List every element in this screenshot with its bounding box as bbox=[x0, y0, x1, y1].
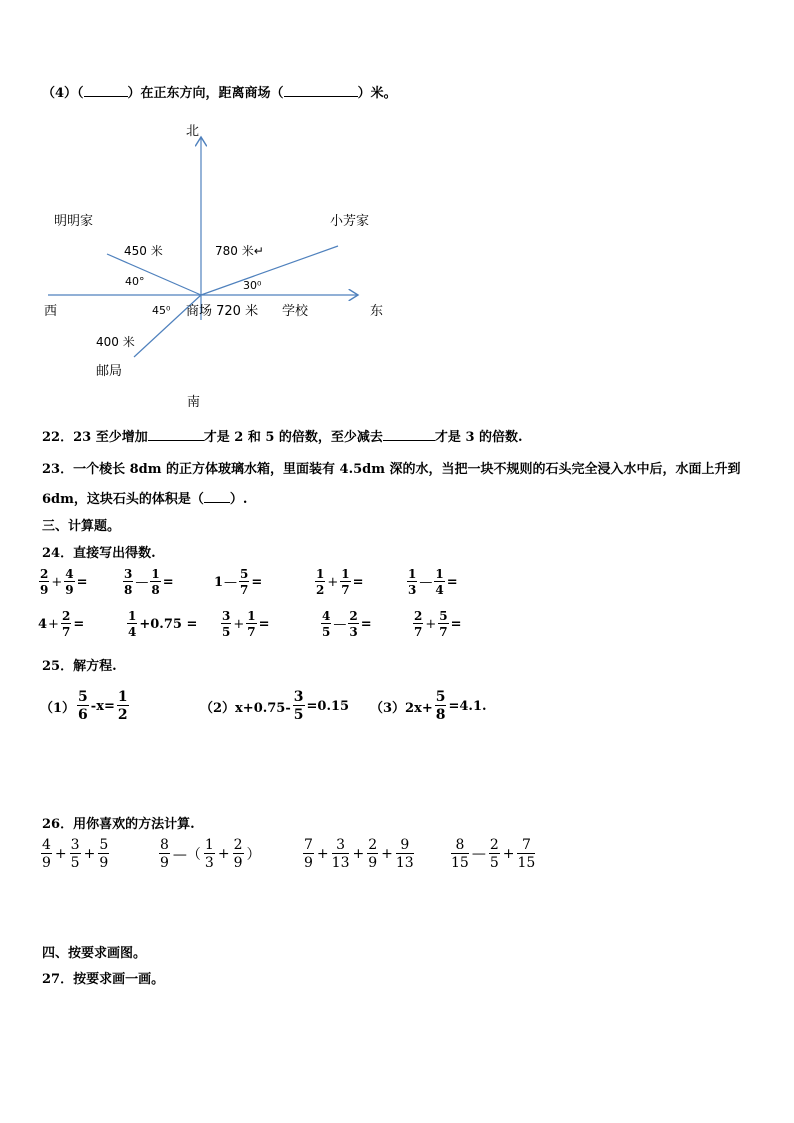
equation-3: （3）2x+ $\frac{5}{8}$ =4.1. bbox=[370, 689, 487, 723]
q24-item: $\frac{1}{2}$ + $\frac{1}{7}$ = bbox=[316, 567, 364, 597]
label-west: 西 bbox=[44, 304, 58, 319]
question-23-line2: 6dm，这块石头的体积是（ ）. bbox=[42, 488, 247, 507]
question-22: 22．23 至少增加 才是 2 和 5 的倍数，至少减去 才是 3 的倍数. bbox=[42, 426, 523, 445]
q25-equations bbox=[40, 690, 510, 730]
section-4-title: 四、按要求画图。 bbox=[42, 946, 147, 961]
q24-item: $\frac{2}{7}$ + $\frac{5}{7}$ = bbox=[414, 609, 462, 639]
calc-2: $\frac{8}{9}$ —（ $\frac{1}{3}$ + $\frac{2}{9}$ ） bbox=[160, 837, 261, 871]
equation-1: （1） $\frac{5}{6}$ -x= $\frac{1}{2}$ bbox=[40, 689, 128, 723]
section-3-title: 三、计算题。 bbox=[42, 519, 121, 534]
label-780: 780 米↵ bbox=[215, 244, 264, 258]
calc-3: $\frac{7}{9}$ + $\frac{3}{13}$ + $\frac{2}{9}$ + $\frac{9}{13}$ bbox=[304, 837, 414, 871]
question-26-title: 26．用你喜欢的方法计算. bbox=[42, 817, 195, 832]
q26-expressions bbox=[40, 838, 540, 880]
q24-row2 bbox=[38, 610, 488, 646]
label-east: 东 bbox=[370, 304, 384, 319]
label-angle-30: 30⁰ bbox=[243, 279, 262, 292]
q21-part4: （4）（ ）在正东方向，距离商场（ ）米。 bbox=[42, 82, 397, 101]
q24-item: 4 + $\frac{2}{7}$ = bbox=[38, 609, 85, 639]
q24-item: $\frac{4}{5}$ — $\frac{2}{3}$ = bbox=[322, 609, 372, 639]
answer-blank[interactable] bbox=[148, 426, 204, 441]
label-south: 南 bbox=[187, 395, 201, 410]
label-450: 450 米 bbox=[124, 244, 163, 258]
calc-4: $\frac{8}{15}$ — $\frac{2}{5}$ + $\frac{7}{15}$ bbox=[451, 837, 536, 871]
equation-2: （2）x+0.75- $\frac{3}{5}$ =0.15 bbox=[200, 689, 350, 723]
q24-item: $\frac{1}{4}$ +0.75 = bbox=[128, 609, 198, 639]
label-mingming: 明明家 bbox=[54, 214, 94, 229]
q24-item: $\frac{3}{5}$ + $\frac{1}{7}$ = bbox=[222, 609, 270, 639]
label-400: 400 米 bbox=[96, 335, 135, 349]
q24-item: $\frac{3}{8}$ — $\frac{1}{8}$ = bbox=[124, 567, 174, 597]
label-youju: 邮局 bbox=[96, 364, 123, 379]
line-to-mingming bbox=[107, 254, 201, 295]
q24-item: $\frac{2}{9}$ + $\frac{4}{9}$ = bbox=[40, 567, 88, 597]
question-23-line1: 23．一个棱长 8dm 的正方体玻璃水箱，里面装有 4.5dm 深的水，当把一块不规则的石头完全浸入水中后，水面上升到 bbox=[42, 462, 741, 477]
q24-item: 1 — $\frac{5}{7}$ = bbox=[214, 567, 263, 597]
label-school: 学校 bbox=[282, 304, 309, 319]
label-north: 北 bbox=[186, 124, 200, 139]
question-24-title: 24．直接写出得数. bbox=[42, 546, 156, 561]
label-angle-40: 40° bbox=[125, 275, 145, 288]
answer-blank[interactable] bbox=[383, 426, 435, 441]
answer-blank[interactable] bbox=[284, 82, 358, 97]
label-angle-45: 45⁰ bbox=[152, 304, 171, 317]
answer-blank[interactable] bbox=[84, 82, 128, 97]
label-center: 商场 720 米 bbox=[186, 304, 259, 319]
answer-blank[interactable] bbox=[204, 488, 230, 503]
q24-item: $\frac{1}{3}$ — $\frac{1}{4}$ = bbox=[408, 567, 458, 597]
question-25-title: 25．解方程. bbox=[42, 659, 117, 674]
question-27: 27．按要求画一画。 bbox=[42, 972, 165, 987]
q24-row1 bbox=[38, 568, 488, 604]
calc-1: $\frac{4}{9}$ + $\frac{3}{5}$ + $\frac{5}{9}$ bbox=[42, 837, 109, 871]
label-xiaofang: 小芳家 bbox=[330, 214, 370, 229]
direction-map bbox=[40, 110, 410, 415]
